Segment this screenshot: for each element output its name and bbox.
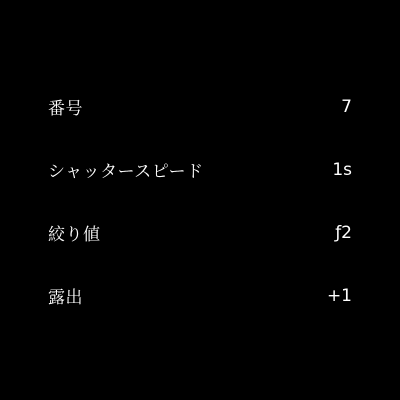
aperture-value: ƒ2 <box>335 222 352 243</box>
exposure-label: 露出 <box>48 288 83 308</box>
shutter-speed-value: 1s <box>332 159 352 180</box>
info-row-aperture <box>48 201 352 264</box>
info-row-exposure <box>48 264 352 327</box>
number-value: 7 <box>341 96 352 117</box>
exposure-value: +1 <box>326 285 352 306</box>
info-row-number <box>48 75 352 138</box>
aperture-label: 絞り値 <box>48 225 101 245</box>
shutter-speed-label: シャッタースピード <box>48 162 204 182</box>
number-label: 番号 <box>48 99 83 119</box>
photo-info-list <box>48 75 352 327</box>
info-row-shutter-speed <box>48 138 352 201</box>
